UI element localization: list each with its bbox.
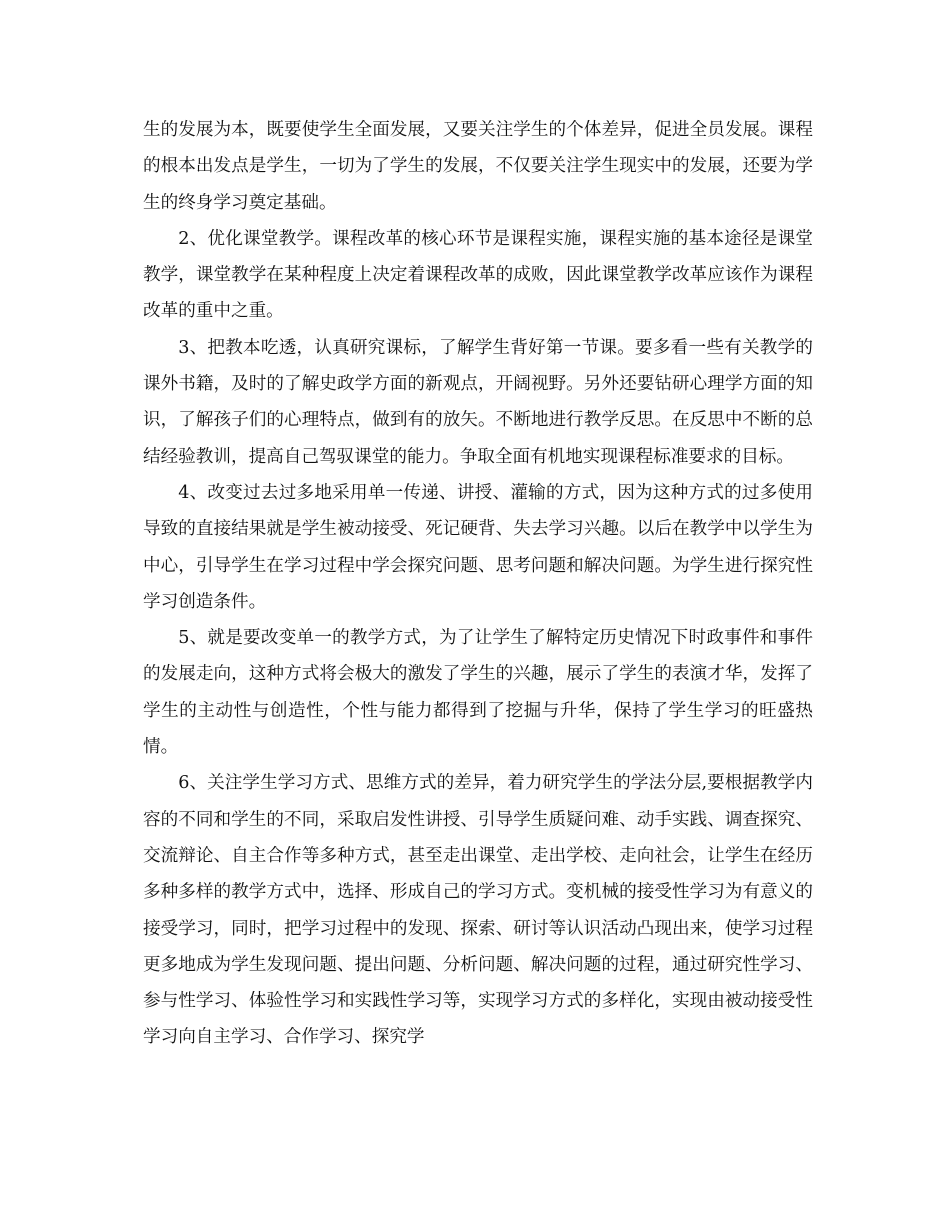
paragraph-continuation: 生的发展为本，既要使学生全面发展，又要关注学生的个体差异，促进全员发展。课程的根本出发点是学生，一切为了学生的发展，不仅要关注学生现实中的发展，还要为学生的终身学习奠定基础。 bbox=[143, 120, 813, 213]
paragraph-item-5: 5、就是要改变单一的教学方式，为了让学生了解特定历史情况下时政事件和事件的发展走向，这种方式将会极大的激发了学生的兴趣，展示了学生的表演才华，发挥了学生的主动性与创造性，个性与能力都得到了挖掘与升华，保持了学生学习的旺盛热情。 bbox=[143, 628, 813, 758]
paragraph-item-4: 4、改变过去过多地采用单一传递、讲授、灌输的方式，因为这种方式的过多使用导致的直接结果就是学生被动接受、死记硬背、失去学习兴趣。以后在教学中以学生为中心，引导学生在学习过程中学会探究问题、思考问题和解决问题。为学生进行探究性学习创造条件。 bbox=[143, 482, 813, 612]
paragraph-item-6: 6、关注学生学习方式、思维方式的差异，着力研究学生的学法分层,要根据教学内容的不同和学生的不同，采取启发性讲授、引导学生质疑问难、动手实践、调查探究、交流辩论、自主合作等多种方式，甚至走出课堂、走出学校、走向社会，让学生在经历多种多样的教学方式中，选择、形成自己的学习方式。变机械的接受性学习为有意义的接受学习，同时，把学习过程中的发现、探索、研讨等认识活动凸现出来，使学习过程更多地成为学生发现问题、提出问题、分析问题、解决问题的过程，通过研究性学习、参与性学习、体验性学习和实践性学习等，实现学习方式的多样化，实现由被动接受性学习向自主学习、合作学习、探究学 bbox=[143, 773, 813, 1048]
paragraph-item-3: 3、把教本吃透，认真研究课标，了解学生背好第一节课。要多看一些有关教学的课外书籍，及时的了解史政学方面的新观点，开阔视野。另外还要钻研心理学方面的知识，了解孩子们的心理特点，做到有的放矢。不断地进行教学反思。在反思中不断的总结经验教训，提高自己驾驭课堂的能力。争取全面有机地实现课程标准要求的目标。 bbox=[143, 337, 813, 467]
paragraph-item-2: 2、优化课堂教学。课程改革的核心环节是课程实施，课程实施的基本途径是课堂教学，课堂教学在某种程度上决定着课程改革的成败，因此课堂教学改革应该作为课程改革的重中之重。 bbox=[143, 228, 813, 322]
document-body bbox=[143, 112, 813, 1056]
